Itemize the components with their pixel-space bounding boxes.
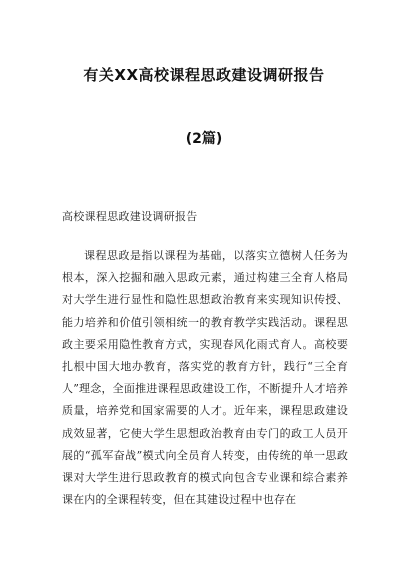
body-paragraph: 课程思政是指以课程为基础，以落实立德树人任务为根本，深入挖掘和融入思政元素，通过构建三全育人格局对大学生进行显性和隐性思想政治教育来实现知识传授、能力培养和价值引领相统一的教育教学实践活动。课程思政主要采用隐性教育方式，实现春风化雨式育人。高校要扎根中国大地办教育，落实党的教育方针，践行“三全育人”理念，全面推进课程思政建设工作，不断提升人才培养质量，培养党和国家需要的人才。近年来，课程思政建设成效显著，它使大学生思想政治教育由专门的政工人员开展的“孤军奋战”模式向全员育人转变，由传统的单一思政课对大学生进行思政教育的模式向包含专业课和综合素养课在内的全课程转变，但在其建设过程中也存在 bbox=[62, 249, 348, 507]
document-title: 有关XX高校课程思政建设调研报告 bbox=[83, 66, 325, 84]
document-count-label: (2篇) bbox=[185, 131, 223, 147]
section-heading: 高校课程思政建设调研报告 bbox=[62, 210, 198, 223]
